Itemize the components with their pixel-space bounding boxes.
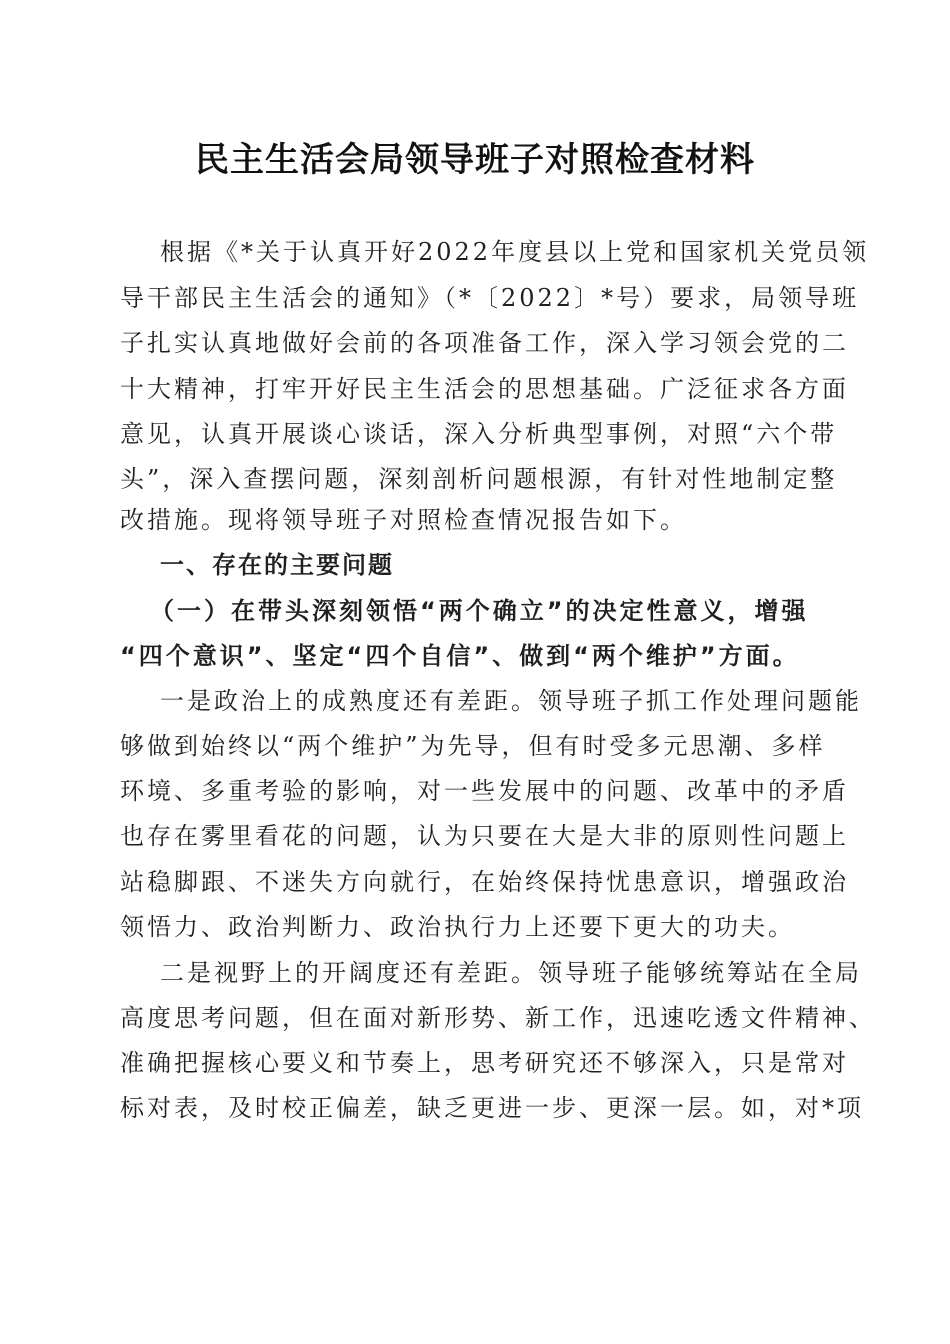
paragraph-line: 二是视野上的开阔度还有差距。领导班子能够统筹站在全局 bbox=[160, 959, 862, 987]
paragraph-line: 标对表，及时校正偏差，缺乏更进一步、更深一层。如，对*项 bbox=[120, 1094, 864, 1122]
section-heading: 一、存在的主要问题 bbox=[160, 551, 394, 579]
paragraph-line: 领悟力、政治判断力、政治执行力上还要下更大的功夫。 bbox=[120, 913, 795, 941]
paragraph-line: 十大精神，打牢开好民主生活会的思想基础。广泛征求各方面 bbox=[120, 375, 849, 403]
subsection-heading-line: “四个意识”、坚定“四个自信”、做到“两个维护”方面。 bbox=[120, 642, 800, 670]
paragraph-line: 头”，深入查摆问题，深刻剖析问题根源，有针对性地制定整 bbox=[120, 465, 838, 493]
paragraph-line: 也存在雾里看花的问题，认为只要在大是大非的原则性问题上 bbox=[120, 822, 849, 850]
paragraph-line: 站稳脚跟、不迷失方向就行，在始终保持忧患意识，增强政治 bbox=[120, 868, 849, 896]
subsection-heading-line: （一）在带头深刻领悟“两个确立”的决定性意义，增强 bbox=[150, 597, 809, 625]
document-title: 民主生活会局领导班子对照检查材料 bbox=[195, 140, 755, 180]
paragraph-line: 导干部民主生活会的通知》（*〔2022〕*号）要求，局领导班 bbox=[120, 284, 860, 312]
paragraph-line: 够做到始终以“两个维护”为先导，但有时受多元思潮、多样 bbox=[120, 732, 826, 760]
paragraph-line: 环境、多重考验的影响，对一些发展中的问题、改革中的矛盾 bbox=[120, 777, 849, 805]
paragraph-line: 意见，认真开展谈心谈话，深入分析典型事例，对照“六个带 bbox=[120, 420, 838, 448]
paragraph-line: 准确把握核心要义和节奏上，思考研究还不够深入，只是常对 bbox=[120, 1049, 849, 1077]
paragraph-line: 高度思考问题，但在面对新形势、新工作，迅速吃透文件精神、 bbox=[120, 1004, 876, 1032]
paragraph-line: 一是政治上的成熟度还有差距。领导班子抓工作处理问题能 bbox=[160, 687, 862, 715]
paragraph-line: 改措施。现将领导班子对照检查情况报告如下。 bbox=[120, 506, 687, 534]
paragraph-line: 子扎实认真地做好会前的各项准备工作，深入学习领会党的二 bbox=[120, 329, 849, 357]
paragraph-line: 根据《*关于认真开好2022年度县以上党和国家机关党员领 bbox=[160, 238, 870, 266]
